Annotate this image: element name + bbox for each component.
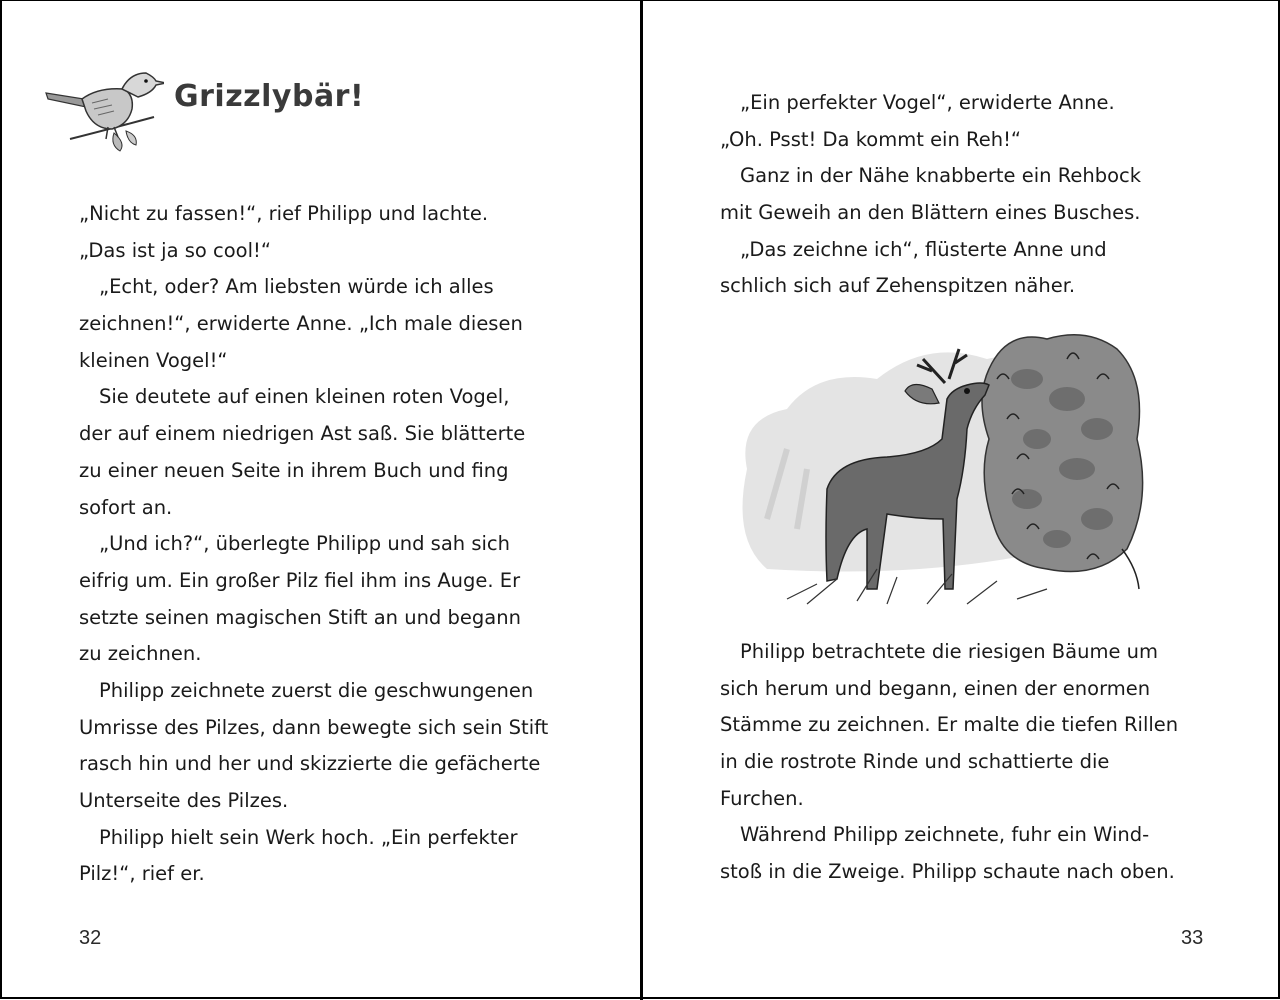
- text-line: zu einer neuen Seite in ihrem Buch und fing: [79, 458, 509, 482]
- text-line: Stämme zu zeichnen. Er malte die tiefen Rillen: [720, 713, 1179, 737]
- text-line: stoß in die Zweige. Philipp schaute nach oben.: [720, 860, 1175, 884]
- text-line: mit Geweih an den Blättern eines Busches.: [720, 201, 1141, 225]
- text-line: „Das ist ja so cool!“: [79, 238, 271, 262]
- text-line: Philipp betrachtete die riesigen Bäume um: [740, 640, 1159, 663]
- text-line: zeichnen!“, erwiderte Anne. „Ich male diesen: [79, 312, 523, 336]
- text-line: Umrisse des Pilzes, dann bewegte sich sein Stift: [79, 715, 549, 739]
- text-line: Ganz in der Nähe knabberte ein Rehbock: [740, 164, 1142, 188]
- text-line: schlich sich auf Zehenspitzen näher.: [720, 274, 1076, 298]
- page-number-right: 33: [1181, 927, 1204, 949]
- text-line: Pilz!“, rief er.: [79, 862, 205, 886]
- text-line: setzte seinen magischen Stift an und begann: [79, 605, 521, 629]
- text-line: Furchen.: [720, 786, 804, 810]
- text-line: „Oh. Psst! Da kommt ein Reh!“: [720, 127, 1021, 151]
- text-line: sich herum und begann, einen der enormen: [720, 676, 1151, 700]
- text-line: „Echt, oder? Am liebsten würde ich alles: [99, 275, 494, 299]
- text-line: der auf einem niedrigen Ast saß. Sie blätterte: [79, 422, 526, 446]
- chapter-title: Grizzlybär!: [174, 79, 365, 114]
- text-line: Philipp hielt sein Werk hoch. „Ein perfekter: [99, 825, 518, 849]
- text-line: „Und ich?“, überlegte Philipp und sah sich: [99, 532, 510, 556]
- text-line: „Das zeichne ich“, flüsterte Anne und: [740, 237, 1107, 261]
- text-line: sofort an.: [79, 495, 173, 519]
- text-line: kleinen Vogel!“: [79, 348, 228, 372]
- text-line: „Ein perfekter Vogel“, erwiderte Anne.: [740, 91, 1115, 114]
- right-page-body-text-bottom: [720, 634, 1178, 891]
- bird-on-branch-icon: [42, 59, 164, 153]
- text-line: Sie deutete auf einen kleinen roten Vogel,: [99, 385, 510, 409]
- chapter-header: [42, 53, 402, 153]
- left-page: [2, 1, 640, 1000]
- text-line: zu zeichnen.: [79, 642, 202, 666]
- text-line: eifrig um. Ein großer Pilz fiel ihm ins Auge. Er: [79, 568, 521, 592]
- right-page-body-text-top: [720, 85, 1141, 305]
- text-line: Während Philipp zeichnete, fuhr ein Wind-: [740, 823, 1150, 847]
- text-line: rasch hin und her und skizzierte die gefächerte: [79, 752, 541, 776]
- text-line: Unterseite des Pilzes.: [79, 789, 289, 812]
- left-page-body-text: [79, 196, 548, 893]
- text-line: Philipp zeichnete zuerst die geschwungenen: [99, 678, 534, 702]
- deer-eating-from-bush-illustration: [727, 319, 1167, 619]
- right-page: [643, 1, 1280, 1000]
- page-number-left: 32: [79, 927, 102, 949]
- text-line: „Nicht zu fassen!“, rief Philipp und lachte.: [79, 202, 489, 225]
- text-line: in die rostrote Rinde und schattierte die: [720, 750, 1110, 774]
